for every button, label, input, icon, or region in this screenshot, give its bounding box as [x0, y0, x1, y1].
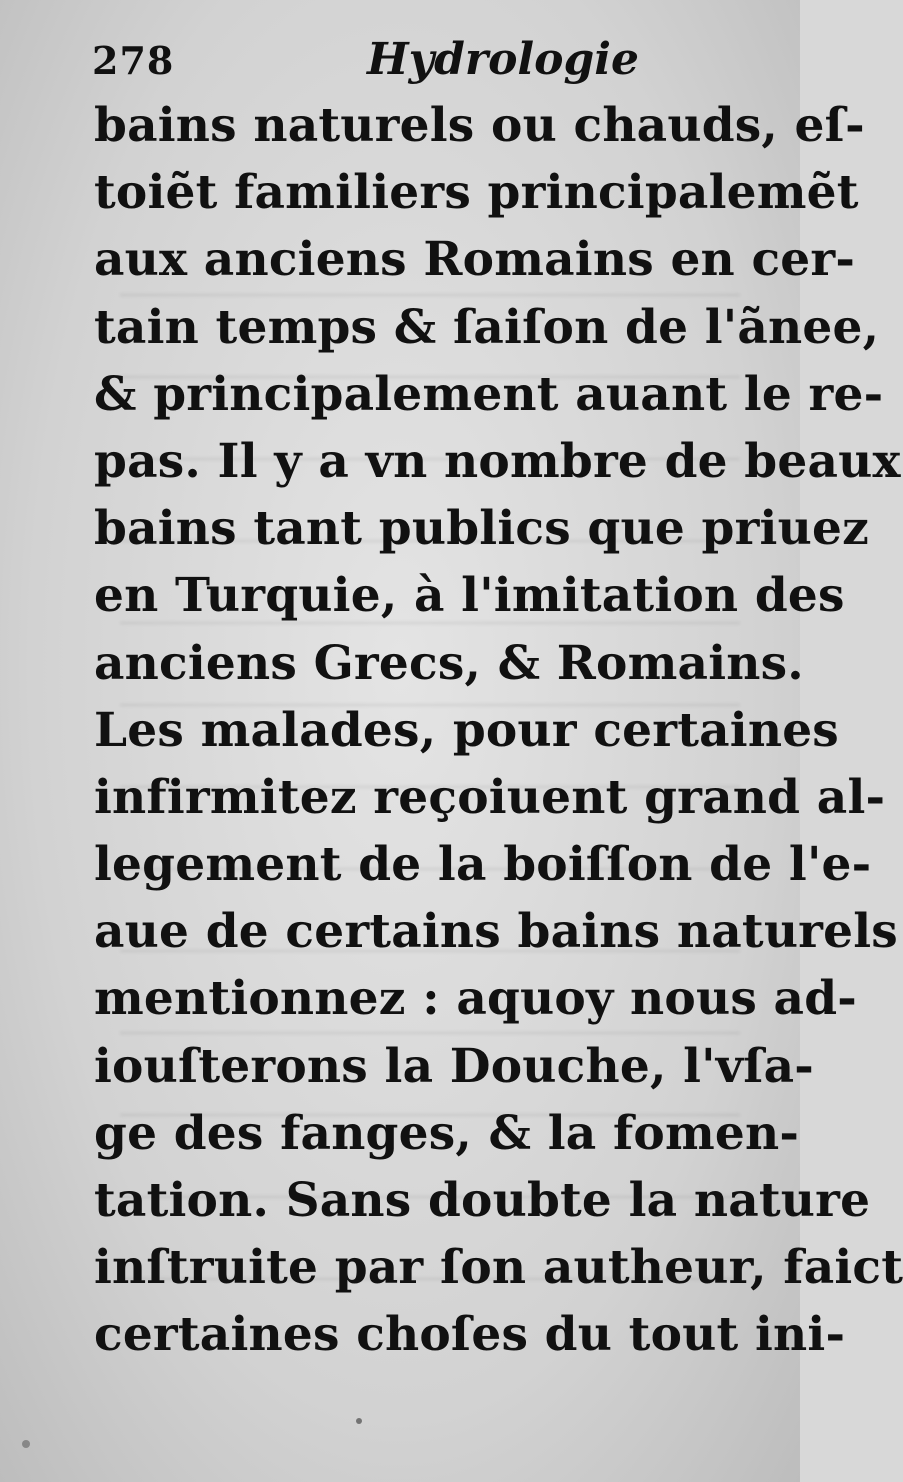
text-line: tation. Sans doubte la nature [94, 1173, 871, 1228]
text-line: aue de certains bains naturels [94, 904, 898, 960]
text-line: aux anciens Romains en cer- [94, 232, 856, 288]
text-line: infirmitez reçoiuent grand al- [94, 769, 886, 825]
page-number: 278 [92, 38, 175, 83]
text-line: inſtruite par ſon autheur, faict [94, 1240, 903, 1296]
text-line: certaines choſes du tout ini- [94, 1307, 846, 1363]
text-line: mentionnez : aquoy nous ad- [94, 971, 857, 1027]
ink-speck [22, 1440, 30, 1448]
text-line: toiẽt familiers principalemẽt [94, 165, 859, 221]
ink-speck [356, 1418, 362, 1424]
text-line: tain temps & ſaiſon de l'ãnee, [94, 299, 880, 355]
text-line: en Turquie, à l'imitation des [94, 568, 845, 624]
text-line: iouſterons la Douche, l'vſa- [94, 1038, 815, 1094]
running-title: Hydrologie [367, 34, 639, 85]
body-text [94, 92, 903, 1369]
text-line: legement de la boiſſon de l'e- [94, 837, 872, 893]
text-line: pas. Il y a vn nombre de beaux [94, 433, 901, 489]
text-line: bains tant publics que priuez [94, 501, 869, 557]
text-line: anciens Grecs, & Romains. [94, 635, 804, 691]
text-line: & principalement auant le re- [94, 366, 884, 422]
text-line: ge des fanges, & la fomen- [94, 1105, 800, 1161]
text-line: Les malades, pour certaines [94, 702, 839, 758]
text-line: bains naturels ou chauds, eſ- [94, 98, 865, 153]
